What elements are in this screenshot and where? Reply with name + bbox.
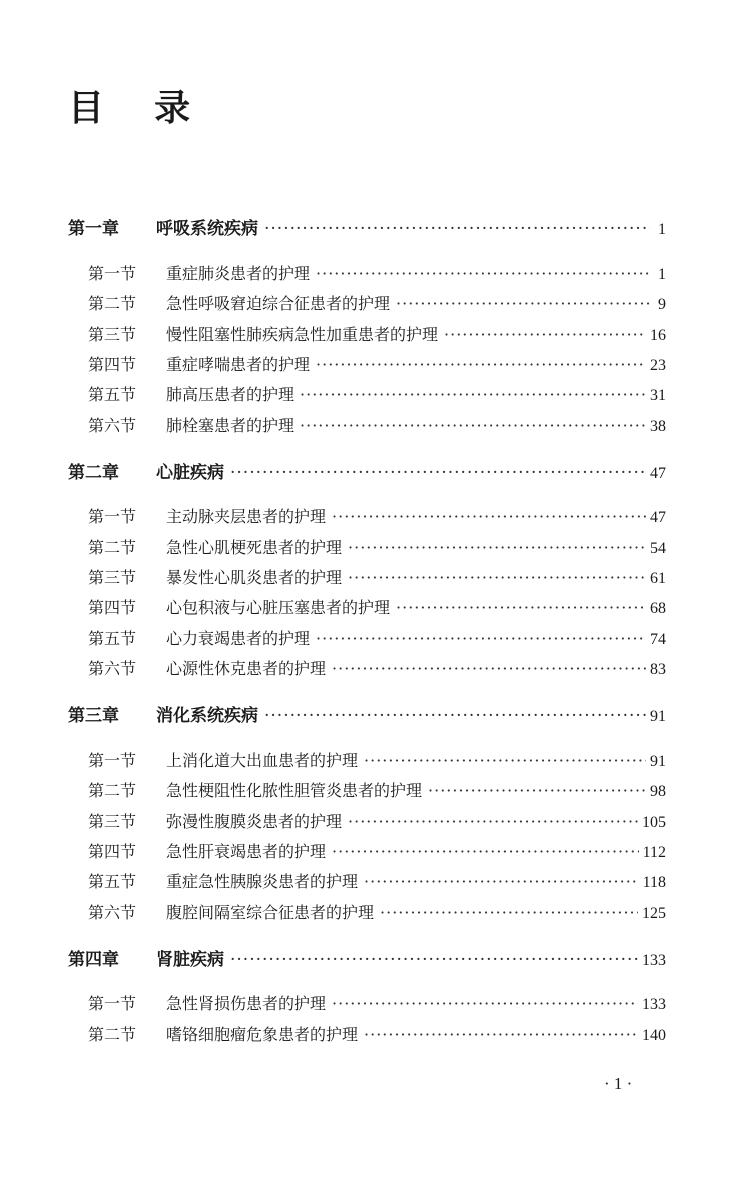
page-number: 9 (658, 296, 666, 313)
section-label: 第六节 (88, 659, 137, 678)
dot-leader (428, 778, 646, 804)
toc-section[interactable] (88, 322, 666, 348)
chapter-label: 第一章 (68, 219, 119, 239)
chapter-label: 第二章 (68, 463, 119, 483)
section-label: 第一节 (88, 264, 137, 283)
chapter-label: 第三章 (68, 706, 119, 726)
section-label: 第一节 (88, 994, 137, 1013)
page-number: 38 (650, 418, 666, 435)
toc-section[interactable] (88, 778, 666, 804)
section-label: 第二节 (88, 538, 137, 557)
section-name: 急性心肌梗死患者的护理 (166, 538, 343, 557)
toc-section[interactable] (88, 748, 666, 774)
toc-section[interactable] (88, 565, 666, 591)
section-label: 第五节 (88, 385, 137, 404)
page-number: 140 (642, 1027, 666, 1044)
page-number: 112 (642, 844, 666, 861)
page-number: 1 (658, 266, 666, 283)
section-label: 第四节 (88, 355, 137, 374)
section-name: 急性呼吸窘迫综合征患者的护理 (166, 294, 391, 313)
toc-section[interactable] (88, 595, 666, 621)
dot-leader (316, 626, 646, 652)
chapter-name: 消化系统疾病 (156, 706, 258, 726)
toc-section[interactable] (88, 504, 666, 530)
section-name: 慢性阻塞性肺疾病急性加重患者的护理 (166, 325, 439, 344)
page-number: 47 (650, 509, 666, 526)
toc-section[interactable] (88, 413, 666, 439)
toc-section[interactable] (88, 869, 666, 895)
toc-chapter[interactable] (68, 703, 666, 729)
dot-leader (264, 703, 646, 729)
dot-leader (230, 947, 638, 973)
chapter-label: 第四章 (68, 950, 119, 970)
page-number: 98 (650, 783, 666, 800)
page-number: 31 (650, 387, 666, 404)
section-name: 重症哮喘患者的护理 (166, 355, 311, 374)
page-number: 1 (658, 221, 666, 238)
page-number: 125 (642, 905, 666, 922)
section-label: 第三节 (88, 568, 137, 587)
toc-section[interactable] (88, 656, 666, 682)
dot-leader (396, 291, 650, 317)
section-name: 心力衰竭患者的护理 (166, 629, 311, 648)
section-label: 第四节 (88, 842, 137, 861)
page-number: 105 (642, 814, 666, 831)
section-label: 第五节 (88, 629, 137, 648)
dot-leader (364, 748, 646, 774)
dot-leader (348, 565, 646, 591)
section-name: 急性肝衰竭患者的护理 (166, 842, 327, 861)
dot-leader (332, 839, 639, 865)
section-name: 急性梗阻性化脓性胆管炎患者的护理 (166, 781, 423, 800)
toc-section[interactable] (88, 261, 666, 287)
dot-leader (316, 352, 646, 378)
section-name: 腹腔间隔室综合征患者的护理 (166, 903, 375, 922)
dot-leader (300, 413, 646, 439)
dot-leader (444, 322, 646, 348)
section-name: 肺高压患者的护理 (166, 385, 295, 404)
toc-section[interactable] (88, 900, 666, 926)
dot-leader (348, 809, 638, 835)
section-name: 肺栓塞患者的护理 (166, 416, 295, 435)
toc-section[interactable] (88, 626, 666, 652)
section-label: 第五节 (88, 872, 137, 891)
page-number: 23 (650, 357, 666, 374)
section-label: 第二节 (88, 1025, 137, 1044)
page-number: 47 (650, 465, 666, 482)
page-number: 54 (650, 540, 666, 557)
section-label: 第二节 (88, 781, 137, 800)
page-title: 目 录 (68, 88, 191, 129)
chapter-name: 呼吸系统疾病 (156, 219, 258, 239)
section-label: 第二节 (88, 294, 137, 313)
section-label: 第三节 (88, 325, 137, 344)
dot-leader (264, 216, 650, 242)
page-number: 133 (642, 996, 666, 1013)
toc-chapter[interactable] (68, 947, 666, 973)
section-name: 暴发性心肌炎患者的护理 (166, 568, 343, 587)
toc-section[interactable] (88, 382, 666, 408)
toc-section[interactable] (88, 535, 666, 561)
dot-leader (300, 382, 646, 408)
page-number: 118 (642, 874, 666, 891)
page-number: 68 (650, 600, 666, 617)
section-label: 第一节 (88, 507, 137, 526)
toc-chapter[interactable] (68, 216, 666, 242)
section-label: 第六节 (88, 416, 137, 435)
section-name: 心包积液与心脏压塞患者的护理 (166, 598, 391, 617)
dot-leader (396, 595, 646, 621)
section-label: 第六节 (88, 903, 137, 922)
toc-section[interactable] (88, 991, 666, 1017)
dot-leader (380, 900, 638, 926)
dot-leader (364, 869, 639, 895)
page-number: 74 (650, 631, 666, 648)
toc-section[interactable] (88, 809, 666, 835)
chapter-name: 肾脏疾病 (156, 950, 224, 970)
section-name: 主动脉夹层患者的护理 (166, 507, 327, 526)
page-number: 91 (650, 708, 666, 725)
toc-section[interactable] (88, 352, 666, 378)
toc-section[interactable] (88, 291, 666, 317)
toc-chapter[interactable] (68, 460, 666, 486)
section-label: 第三节 (88, 812, 137, 831)
toc-section[interactable] (88, 1022, 666, 1048)
dot-leader (332, 991, 638, 1017)
section-name: 急性肾损伤患者的护理 (166, 994, 327, 1013)
toc-section[interactable] (88, 839, 666, 865)
page-number: 133 (642, 952, 666, 969)
section-label: 第四节 (88, 598, 137, 617)
section-name: 重症肺炎患者的护理 (166, 264, 311, 283)
dot-leader (364, 1022, 638, 1048)
section-name: 心源性休克患者的护理 (166, 659, 327, 678)
section-name: 嗜铬细胞瘤危象患者的护理 (166, 1025, 359, 1044)
dot-leader (332, 656, 646, 682)
page-footer-number: · 1 · (604, 1074, 633, 1093)
page-number: 91 (650, 753, 666, 770)
page-number: 16 (650, 327, 666, 344)
page-number: 83 (650, 661, 666, 678)
dot-leader (230, 460, 646, 486)
dot-leader (316, 261, 650, 287)
section-label: 第一节 (88, 751, 137, 770)
section-name: 上消化道大出血患者的护理 (166, 751, 359, 770)
dot-leader (348, 535, 646, 561)
section-name: 弥漫性腹膜炎患者的护理 (166, 812, 343, 831)
page-number: 61 (650, 570, 666, 587)
chapter-name: 心脏疾病 (156, 463, 224, 483)
dot-leader (332, 504, 646, 530)
section-name: 重症急性胰腺炎患者的护理 (166, 872, 359, 891)
